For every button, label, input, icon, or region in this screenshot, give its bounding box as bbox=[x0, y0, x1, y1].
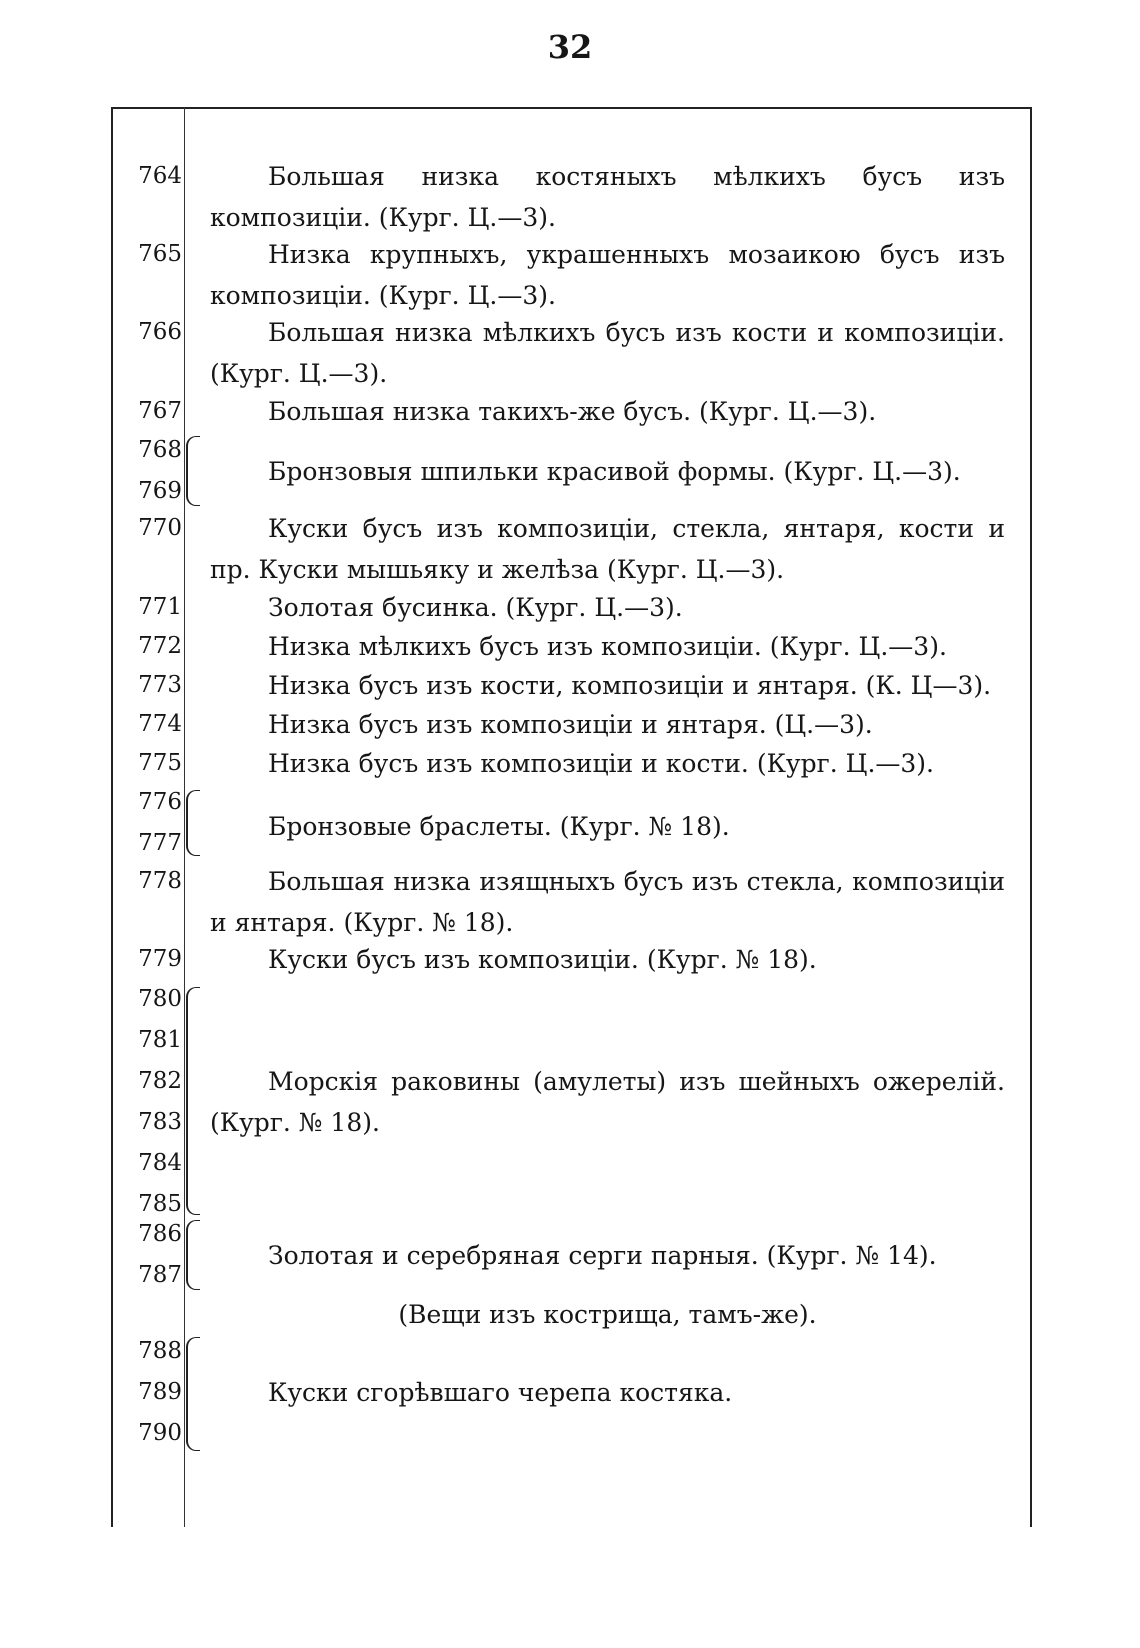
entry-number: 782 bbox=[138, 1068, 182, 1094]
entry-description: Низка бусъ изъ кости, композиціи и янтаря. (К. Ц—3). bbox=[268, 671, 992, 700]
entry-description: Бронзовыя шпильки красивой формы. (Кург. Ц.—3). bbox=[268, 457, 961, 486]
entry-number: 789 bbox=[138, 1379, 182, 1405]
entry-number: 770 bbox=[138, 515, 182, 541]
section-heading: (Вещи изъ кострища, тамъ-же). bbox=[398, 1300, 817, 1329]
entry-number: 772 bbox=[138, 633, 182, 659]
entry-number: 773 bbox=[138, 672, 182, 698]
bracket-mark bbox=[186, 987, 200, 1215]
table-column-rule bbox=[184, 107, 185, 1527]
table-right-rule bbox=[1030, 107, 1032, 1527]
entry-number: 780 bbox=[138, 986, 182, 1012]
bracket-mark bbox=[186, 1220, 200, 1290]
entry-description: Низка бусъ изъ композиціи и янтаря. (Ц.—3). bbox=[268, 710, 873, 739]
entry-description: Куски бусъ изъ композиціи, стекла, янтаря, кости и пр. Куски мышьяку и желѣза (Кург. Ц.—3). bbox=[210, 514, 1005, 584]
entry-description: Большая низка изящныхъ бусъ изъ стекла, композиціи и янтаря. (Кург. № 18). bbox=[210, 867, 1005, 937]
entry-number: 781 bbox=[138, 1027, 182, 1053]
entry-number: 783 bbox=[138, 1109, 182, 1135]
entry-number: 769 bbox=[138, 478, 182, 504]
bracket-mark bbox=[186, 790, 200, 856]
entry-number: 766 bbox=[138, 319, 182, 345]
entry-number: 787 bbox=[138, 1262, 182, 1288]
entry-number: 767 bbox=[138, 398, 182, 424]
entry-description: Золотая бусинка. (Кург. Ц.—3). bbox=[268, 593, 683, 622]
bracket-mark bbox=[186, 1337, 200, 1451]
table-left-rule bbox=[111, 107, 113, 1527]
entry-number: 765 bbox=[138, 241, 182, 267]
entry-description: Низка бусъ изъ композиціи и кости. (Кург. Ц.—3). bbox=[268, 749, 934, 778]
table-top-rule bbox=[112, 107, 1032, 109]
entry-description: Золотая и серебряная серги парныя. (Кург. № 14). bbox=[268, 1241, 937, 1270]
entry-number: 768 bbox=[138, 437, 182, 463]
entry-number: 771 bbox=[138, 594, 182, 620]
entry-number: 764 bbox=[138, 163, 182, 189]
entry-description: Большая низка мѣлкихъ бусъ изъ кости и композиціи. (Кург. Ц.—3). bbox=[210, 318, 1005, 388]
entry-description: Куски сгорѣвшаго черепа костяка. bbox=[268, 1378, 733, 1407]
entry-number: 788 bbox=[138, 1338, 182, 1364]
entry-number: 779 bbox=[138, 946, 182, 972]
entry-number: 775 bbox=[138, 750, 182, 776]
entry-number: 777 bbox=[138, 830, 182, 856]
entry-description: Большая низка такихъ-же бусъ. (Кург. Ц.—3). bbox=[268, 397, 877, 426]
entry-description: Низка крупныхъ, украшенныхъ мозаикою бусъ изъ композиціи. (Кург. Ц.—3). bbox=[210, 240, 1005, 310]
entry-number: 785 bbox=[138, 1191, 182, 1217]
entry-description: Большая низка костяныхъ мѣлкихъ бусъ изъ композиціи. (Кург. Ц.—3). bbox=[210, 162, 1005, 232]
entry-number: 784 bbox=[138, 1150, 182, 1176]
bracket-mark bbox=[186, 436, 200, 506]
entry-number: 774 bbox=[138, 711, 182, 737]
entry-number: 790 bbox=[138, 1420, 182, 1446]
page-number: 32 bbox=[547, 28, 593, 66]
entry-number: 786 bbox=[138, 1221, 182, 1247]
entry-description: Куски бусъ изъ композиціи. (Кург. № 18). bbox=[268, 945, 817, 974]
entry-description: Морскія раковины (амулеты) изъ шейныхъ ожерелій. (Кург. № 18). bbox=[210, 1067, 1005, 1137]
entry-description: Бронзовые браслеты. (Кург. № 18). bbox=[268, 812, 730, 841]
entry-number: 776 bbox=[138, 789, 182, 815]
entry-number: 778 bbox=[138, 868, 182, 894]
entry-description: Низка мѣлкихъ бусъ изъ композиціи. (Кург. Ц.—3). bbox=[268, 632, 947, 661]
